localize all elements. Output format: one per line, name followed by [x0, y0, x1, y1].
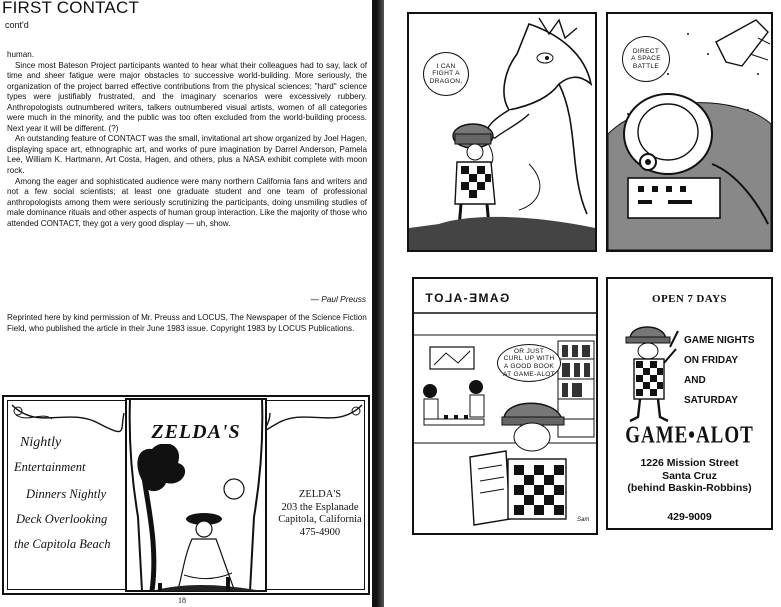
zeldas-address — [270, 489, 370, 539]
article-body — [7, 50, 367, 229]
article-paragraph: human. — [7, 50, 34, 59]
store-address — [608, 457, 771, 495]
address-line: 475-4900 — [299, 526, 341, 538]
game-alot-advertisement — [606, 277, 773, 530]
comic-panel-space-battle — [606, 12, 773, 252]
schedule-line: AND — [684, 375, 706, 386]
store-name: GAME•ALOT — [625, 422, 754, 449]
feature-line: Deck Overlooking — [16, 512, 108, 526]
game-nights-schedule — [684, 331, 773, 411]
page-title: FIRST CONTACT — [2, 0, 140, 17]
left-page — [0, 0, 372, 607]
dragon-knight-illustration — [409, 14, 595, 250]
zeldas-advertisement — [2, 395, 370, 595]
address-line: (behind Baskin-Robbins) — [627, 482, 752, 494]
article-paragraph: Since most Bateson Project participants wanted to hear what their colleagues had to say, lack of time and sheer fatigue were major obstacles to successive world-building. More seriously, the organization of the project barred effective contributions from the physical sciences; "hard" science types were justifiably frustrated, and the imaginary scenarios were excessively rubbery. Anthropologists outnumbered writers, talkers outnumbered visual artists, women of all categories were much in the minority, and the public was too often excluded from the world-building process. Next year it will be different. (?) — [7, 60, 367, 133]
article-paragraph: Among the eager and sophisticated audience were many northern California fans and writers and not a few social scientists; at least one graduate student and one team of professional anthropologists among them were seriously scrutinizing the participants, doing unsmiling studies of male dominance rituals and other aspects of human group interaction. Like the majority of those who attended CONTACT, they got a very good display — uh, show. — [7, 176, 367, 228]
speech-bubble: DIRECT A SPACE BATTLE — [622, 36, 670, 82]
zeldas-logo: ZELDA'S — [136, 421, 256, 444]
address-line: 203 the Esplanade — [281, 501, 359, 513]
game-store-illustration — [414, 279, 596, 533]
schedule-line: SATURDAY — [684, 395, 738, 406]
comic-panel-dragon — [407, 12, 597, 252]
store-window-sign: GAME-ALOT — [424, 291, 510, 305]
feature-line: Nightly — [20, 435, 62, 450]
speech-bubble: I CAN FIGHT A DRAGON, — [423, 52, 469, 96]
knight-mascot-icon — [620, 319, 680, 423]
feature-line: the Capitola Beach — [14, 537, 111, 551]
address-line: 1226 Mission Street — [640, 457, 739, 469]
schedule-line: ON FRIDAY — [684, 355, 739, 366]
store-phone: 429-9009 — [667, 511, 712, 523]
article-paragraph: An outstanding feature of CONTACT was the small, invitational art show organized by Joel Hagen, displaying space art, ethnographic art, and works of pure imagination by Darrel Anderson, Pamela Lee, William K. Hartmann, Art Costa, Hagen, and others, plus a NASA exhibit complete with moon rock. — [7, 134, 367, 176]
speech-bubble: OR JUST CURL UP WITH A GOOD BOOK AT GAME-ALOT — [497, 344, 561, 382]
comic-panel-reader — [412, 277, 598, 535]
feature-line: Dinners Nightly — [26, 487, 107, 501]
address-line: Santa Cruz — [662, 469, 717, 482]
swirl-ornament-icon — [266, 401, 366, 441]
address-line: Capitola, California — [278, 514, 362, 525]
page-number: 18 — [178, 596, 186, 605]
schedule-line: GAME NIGHTS — [684, 335, 755, 346]
feature-line: Entertainment — [14, 460, 86, 474]
artist-signature: Sam — [577, 517, 590, 523]
continued-label: cont'd — [5, 20, 29, 30]
address-line: ZELDA'S — [298, 489, 342, 500]
page-gutter — [372, 0, 384, 607]
reprint-note: Reprinted here by kind permission of Mr. Preuss and LOCUS, The Newspaper of the Science Fiction Field, who published the article in their June 1983 issue. Copyright 1983 by LOCUS Publications. — [7, 313, 367, 333]
open-days-label: OPEN 7 DAYS — [652, 293, 727, 305]
byline: — Paul Preuss — [310, 294, 366, 304]
